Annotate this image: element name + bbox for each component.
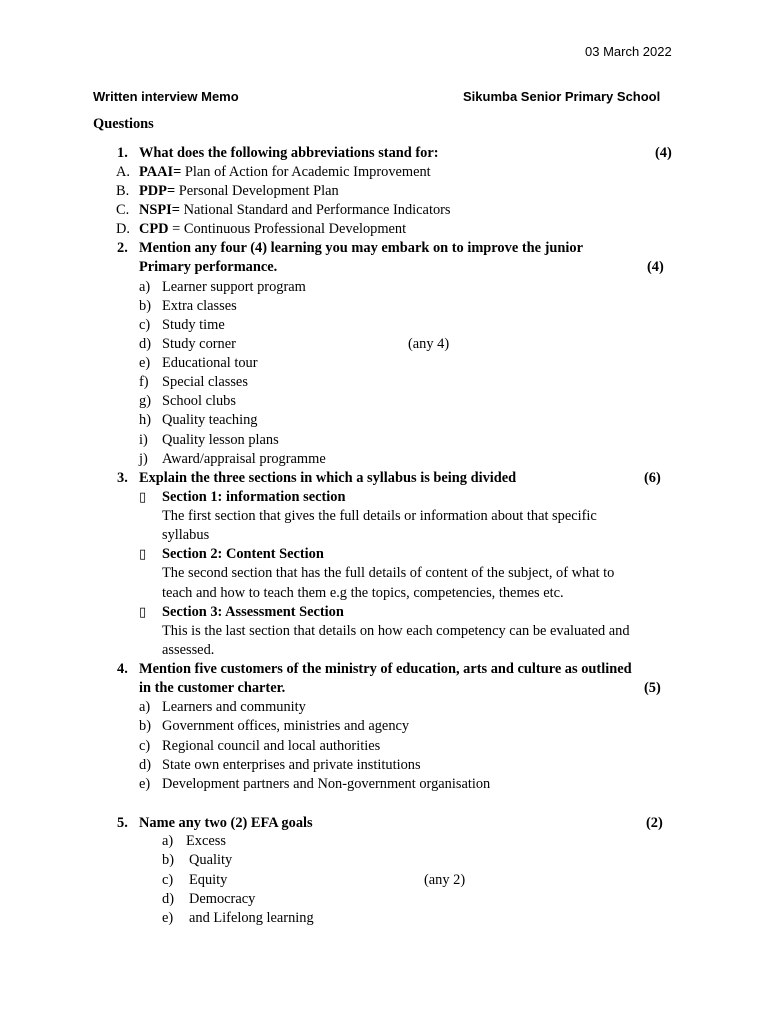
- q2-marker-g: g): [139, 393, 151, 409]
- question-3-text: Explain the three sections in which a syllabus is being divided: [139, 470, 517, 486]
- question-5-number: 5.: [117, 815, 128, 831]
- q4-answer-b: Government offices, ministries and agency: [162, 718, 410, 734]
- q2-marker-f: f): [139, 374, 149, 390]
- q2-note: (any 4): [408, 336, 450, 352]
- q1-marker-a: A.: [116, 164, 130, 180]
- q1-marker-c: C.: [116, 202, 130, 218]
- q2-marker-j: j): [139, 451, 148, 467]
- q3-section-3-line-1: This is the last section that details on how each competency can be evaluated and: [162, 623, 630, 639]
- question-5-text: Name any two (2) EFA goals: [139, 815, 313, 831]
- question-4-marks: (5): [644, 680, 661, 696]
- question-2-number: 2.: [117, 240, 128, 256]
- q2-answer-e: Educational tour: [162, 355, 258, 371]
- q3-section-2-line-1: The second section that has the full details of content of the subject, of what to: [162, 565, 615, 581]
- bullet-box-icon: ▯: [139, 547, 147, 562]
- q2-answer-h: Quality teaching: [162, 412, 258, 428]
- q4-marker-c: c): [139, 738, 151, 754]
- q2-marker-h: h): [139, 412, 151, 428]
- q5-marker-a: a): [162, 833, 174, 849]
- q3-section-1-title: Section 1: information section: [162, 489, 346, 505]
- q2-marker-a: a): [139, 279, 151, 295]
- q2-answer-j: Award/appraisal programme: [162, 451, 326, 467]
- q1-answer-c: NSPI= National Standard and Performance Indicators: [139, 202, 451, 218]
- q3-section-1-line-2: syllabus: [162, 527, 210, 543]
- q2-answer-c: Study time: [162, 317, 225, 333]
- q4-answer-e: Development partners and Non-government organisation: [162, 776, 491, 792]
- q5-answer-e: and Lifelong learning: [189, 910, 314, 926]
- question-3-marks: (6): [644, 470, 661, 486]
- question-3-number: 3.: [117, 470, 128, 486]
- q3-section-1-line-1: The first section that gives the full details or information about that specific: [162, 508, 597, 524]
- q1-answer-b: PDP= Personal Development Plan: [139, 183, 339, 199]
- q4-answer-a: Learners and community: [162, 699, 306, 715]
- q5-answer-a: Excess: [186, 833, 226, 849]
- question-1-text: What does the following abbreviations stand for:: [139, 145, 439, 161]
- q1-answer-d: CPD = Continuous Professional Development: [139, 221, 407, 237]
- q5-marker-e: e): [162, 910, 174, 926]
- q2-answer-b: Extra classes: [162, 298, 237, 314]
- questions-heading: Questions: [93, 116, 154, 132]
- bullet-box-icon: ▯: [139, 490, 147, 505]
- school-name: Sikumba Senior Primary School: [463, 89, 661, 104]
- q5-answer-c: Equity: [189, 872, 228, 888]
- question-1-marks: (4): [655, 145, 672, 161]
- q4-answer-d: State own enterprises and private institutions: [162, 757, 421, 773]
- q1-answer-a: PAAI= Plan of Action for Academic Improvement: [139, 164, 431, 180]
- q4-marker-d: d): [139, 757, 151, 773]
- q5-answer-d: Democracy: [189, 891, 256, 907]
- q4-answer-c: Regional council and local authorities: [162, 738, 381, 754]
- q3-section-2-title: Section 2: Content Section: [162, 546, 324, 562]
- question-4-number: 4.: [117, 661, 128, 677]
- q2-marker-e: e): [139, 355, 151, 371]
- q2-answer-d: Study corner: [162, 336, 236, 352]
- q4-marker-b: b): [139, 718, 151, 734]
- q5-marker-c: c): [162, 872, 174, 888]
- q2-answer-i: Quality lesson plans: [162, 432, 279, 448]
- question-4-text-line-2: in the customer charter.: [139, 680, 286, 696]
- q2-answer-f: Special classes: [162, 374, 248, 390]
- question-4-text-line-1: Mention five customers of the ministry of education, arts and culture as outlined: [139, 661, 632, 677]
- q4-marker-e: e): [139, 776, 151, 792]
- q4-marker-a: a): [139, 699, 151, 715]
- question-1-number: 1.: [117, 145, 128, 161]
- q2-answer-g: School clubs: [162, 393, 236, 409]
- bullet-box-icon: ▯: [139, 605, 147, 620]
- question-2-text-line-2: Primary performance.: [139, 259, 278, 275]
- memo-title: Written interview Memo: [93, 89, 239, 104]
- question-5-marks: (2): [646, 815, 663, 831]
- q1-marker-b: B.: [116, 183, 130, 199]
- q2-marker-b: b): [139, 298, 151, 314]
- q5-marker-b: b): [162, 852, 174, 868]
- memo-date: 03 March 2022: [585, 44, 672, 59]
- q2-answer-a: Learner support program: [162, 279, 306, 295]
- q2-marker-d: d): [139, 336, 151, 352]
- q2-marker-i: i): [139, 432, 148, 448]
- q1-marker-d: D.: [116, 221, 130, 237]
- q5-answer-b: Quality: [189, 852, 233, 868]
- q3-section-3-line-2: assessed.: [162, 642, 215, 658]
- question-2-text-line-1: Mention any four (4) learning you may embark on to improve the junior: [139, 240, 583, 256]
- q3-section-3-title: Section 3: Assessment Section: [162, 604, 344, 620]
- q5-marker-d: d): [162, 891, 174, 907]
- q5-note: (any 2): [424, 872, 466, 888]
- q3-section-2-line-2: teach and how to teach them e.g the topics, competencies, themes etc.: [162, 585, 564, 601]
- q2-marker-c: c): [139, 317, 151, 333]
- question-2-marks: (4): [647, 259, 664, 275]
